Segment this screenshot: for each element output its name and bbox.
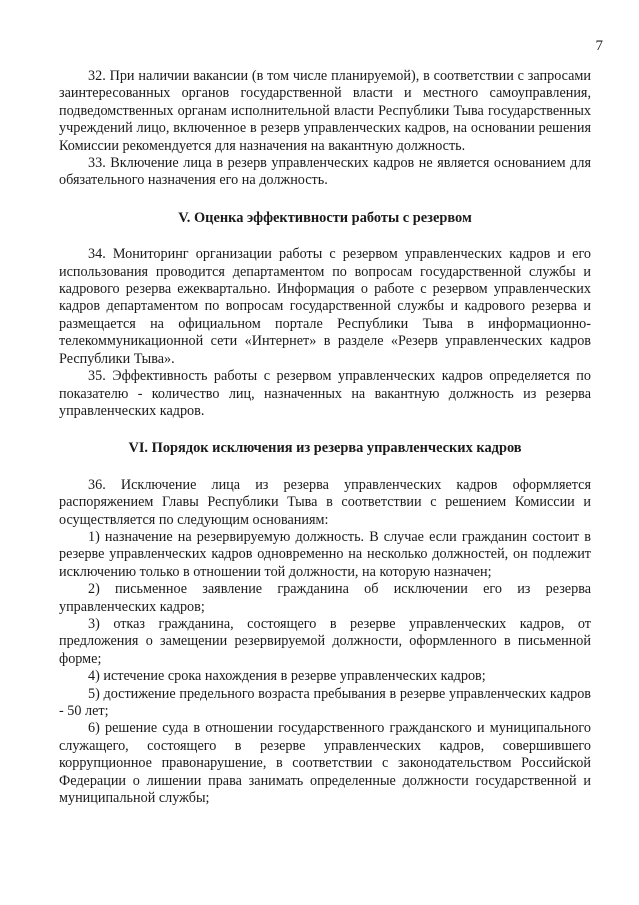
paragraph-33: 33. Включение лица в резерв управленческих кадров не является основанием для обязательного назначения его на должность. bbox=[59, 155, 591, 189]
list-item-6: 6) решение суда в отношении государственного гражданского и муниципального служащего, состоящего в резерве управленческих кадров, совершившего коррупционное правонарушение, в соответствии с законодательством Российской Федерации о лишении права занимать определенные должности государственной и муниципальной службы; bbox=[59, 720, 591, 807]
list-item-1: 1) назначение на резервируемую должность. В случае если гражданин состоит в резерве управленческих кадров одновременно на несколько должностей, он подлежит исключению только в отношении той должности, на которую назначен; bbox=[59, 528, 591, 580]
list-item-2: 2) письменное заявление гражданина об исключении его из резерва управленческих кадров; bbox=[59, 581, 591, 615]
paragraph-34: 34. Мониторинг организации работы с резервом управленческих кадров и его использования проводится департаментом по вопросам государственной службы и кадрового резерва ежеквартально. Информация о работе с резервом управленческих кадров департаментом по вопросам государственной службы и кадрового резерва и размещается на официальном портале Республики Тыва в информационно-телекоммуникационной сети «Интернет» в разделе «Резерв управленческих кадров Республики Тыва». bbox=[59, 246, 591, 367]
paragraph-36: 36. Исключение лица из резерва управленческих кадров оформляется распоряжением Главы Республики Тыва в соответствии с решением Комиссии и осуществляется по следующим основаниям: bbox=[59, 476, 591, 528]
list-item-5: 5) достижение предельного возраста пребывания в резерве управленческих кадров - 50 лет; bbox=[59, 685, 591, 719]
paragraph-32: 32. При наличии вакансии (в том числе планируемой), в соответствии с запросами заинтересованных органов государственной власти и местного самоуправления, подведомственных органам исполнительной власти Республики Тыва государственных учреждений лицо, включенное в резерв управленческих кадров, на основании решения Комиссии рекомендуется для назначения на вакантную должность. bbox=[59, 68, 591, 154]
section-heading-vi: VI. Порядок исключения из резерва управленческих кадров bbox=[128, 440, 522, 457]
list-item-3: 3) отказ гражданина, состоящего в резерве управленческих кадров, от предложения о замещении резервируемой должности, оформленного в письменной форме; bbox=[59, 615, 591, 667]
page-number: 7 bbox=[595, 38, 603, 54]
paragraph-35: 35. Эффективность работы с резервом управленческих кадров определяется по показателю - количество лиц, назначенных на вакантную должность из резерва управленческих кадров. bbox=[59, 368, 591, 419]
section-heading-v: V. Оценка эффективности работы с резервом bbox=[178, 209, 472, 226]
list-item-4: 4) истечение срока нахождения в резерве управленческих кадров; bbox=[88, 668, 486, 685]
document-body bbox=[59, 68, 591, 807]
